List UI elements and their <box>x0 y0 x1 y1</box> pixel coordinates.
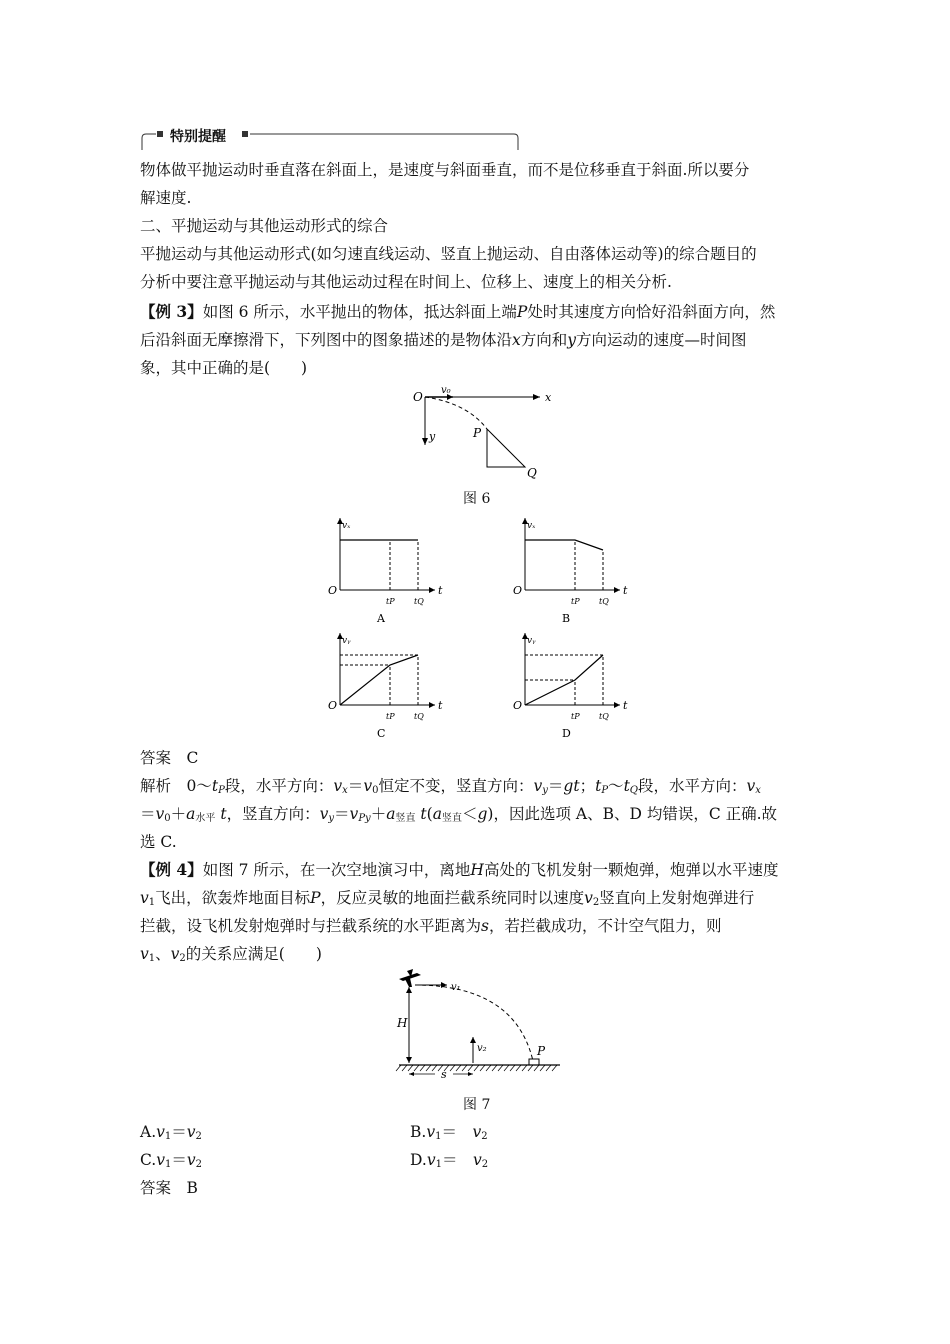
tick-tQ: tQ <box>599 712 609 721</box>
fig7-s: s <box>441 1068 447 1081</box>
section2-text-2: 分析中要注意平抛运动与其他运动过程在时间上、位移上、速度上的相关分析. <box>140 273 672 291</box>
graph-label: D <box>562 727 571 740</box>
axis-ylabel: vₓ <box>527 521 536 531</box>
ex3-answer <box>140 744 812 772</box>
fig6-v0: v₀ <box>441 385 451 396</box>
ex3-analysis-1: 解析 $0\sim t_P$段，水平方向：$v_x=v_0$恒定不变，竖直方向：$v_y=gt$；$t_P\sim t_Q$段，水平方向：$v_x$ <box>140 777 761 796</box>
axis-t: t <box>623 699 628 712</box>
ex4-line-4: $v_1$、$v_2$的关系应满足( ) <box>140 945 322 964</box>
ex4-answer-label: 答案 <box>140 1179 172 1197</box>
option-A[interactable]: $A.v_1=v_2$ <box>140 1123 202 1142</box>
axis-origin: O <box>513 584 523 597</box>
tick-tP: tP <box>386 597 395 606</box>
fig6-Q: Q <box>527 466 537 480</box>
axis-ylabel: vₓ <box>342 521 351 531</box>
tick-tQ: tQ <box>599 597 609 606</box>
fig6-O: O <box>413 390 423 404</box>
graph-A <box>328 518 443 625</box>
vt-graphs <box>320 510 640 740</box>
fig7-v2: v₂ <box>477 1043 487 1054</box>
tick-tQ: tQ <box>414 597 424 606</box>
axis-t: t <box>623 584 628 597</box>
ex4-line-2: $v_1$飞出，欲轰炸地面目标P，反应灵敏的地面拦截系统同时以速度$v_2$竖直向上发射炮弹进行 <box>140 889 755 908</box>
ex4-answer-value: B <box>186 1179 198 1197</box>
ex3-answer-label: 答案 <box>140 749 172 767</box>
option-C[interactable]: $C.v_1=v_2$ <box>140 1151 203 1170</box>
ex4-line-3: 拦截，设飞机发射炮弹时与拦截系统的水平距离为s，若拦截成功，不计空气阻力，则 <box>140 917 722 935</box>
graph-C <box>328 633 443 740</box>
figure-6 <box>405 385 555 485</box>
fig7-H: H <box>397 1016 408 1030</box>
option-B[interactable]: $B.v_1=$ $v_2$ <box>410 1123 488 1142</box>
graph-C-curve <box>340 655 418 705</box>
tip-text-1: 物体做平抛运动时垂直落在斜面上，是速度与斜面垂直，而不是位移垂直于斜面.所以要分 <box>140 161 750 179</box>
fig7-v1: v₁ <box>451 982 461 993</box>
axis-t: t <box>438 584 443 597</box>
fig6-caption: 图 6 <box>463 491 491 507</box>
ex3-line-3: 象，其中正确的是( ) <box>140 359 308 377</box>
fig6-P: P <box>473 426 482 440</box>
graph-B-curve <box>525 540 603 550</box>
section2-text-1: 平抛运动与其他运动形式(如匀速直线运动、竖直上抛运动、自由落体运动等)的综合题目的 <box>140 245 757 263</box>
tick-tP: tP <box>571 597 580 606</box>
tip-header <box>140 124 520 150</box>
axis-ylabel: vᵧ <box>527 636 536 646</box>
option-D[interactable]: $D.v_1=$ $v_2$ <box>410 1151 489 1170</box>
fig7-caption: 图 7 <box>463 1097 491 1113</box>
axis-t: t <box>438 699 443 712</box>
section2-heading: 二、平抛运动与其他运动形式的综合 <box>140 217 389 235</box>
axis-origin: O <box>513 699 523 712</box>
airplane-icon <box>399 969 421 987</box>
fig6-x: x <box>545 391 552 404</box>
ex3-line-2: 后沿斜面无摩擦滑下，下列图中的图象描述的是物体沿x方向和y方向运动的速度—时间图 <box>140 331 747 349</box>
axis-origin: O <box>328 584 338 597</box>
tip-title: 特别提醒 <box>170 129 226 145</box>
figure-7 <box>395 965 570 1085</box>
ex3-analysis-3: 选 C. <box>140 833 177 851</box>
graph-label: B <box>562 612 571 625</box>
ex3-line-1: 【例 3】如图 6 所示，水平抛出的物体，抵达斜面上端P处时其速度方向恰好沿斜面方向，然 <box>140 302 776 321</box>
ex3-analysis-2: $=v_0+a_{水平}$ t，竖直方向：$v_y=v_{Py}+a_{竖直}$ $t(a_{竖直}<g)$，因此选项 A、B、D 均错误，C 正确.故 <box>140 805 778 824</box>
fig7-P: P <box>537 1044 546 1058</box>
tick-tP: tP <box>571 712 580 721</box>
tip-text-2: 解速度. <box>140 189 192 207</box>
tick-tQ: tQ <box>414 712 424 721</box>
graph-label: C <box>377 727 386 740</box>
graph-B <box>513 518 628 625</box>
graph-label: A <box>377 612 385 625</box>
axis-origin: O <box>328 699 338 712</box>
tick-tP: tP <box>386 712 395 721</box>
ex4-label: 【例 4】 <box>140 860 203 879</box>
axis-ylabel: vᵧ <box>342 636 351 646</box>
ex4-answer <box>140 1174 812 1202</box>
fig6-y: y <box>429 430 436 443</box>
ex3-label: 【例 3】 <box>140 302 203 321</box>
ex3-answer-value: C <box>186 749 199 767</box>
ex4-line-1: 【例 4】如图 7 所示，在一次空地演习中，离地H高处的飞机发射一颗炮弹，炮弹以水平速度 <box>140 860 779 879</box>
graph-D <box>513 633 628 740</box>
